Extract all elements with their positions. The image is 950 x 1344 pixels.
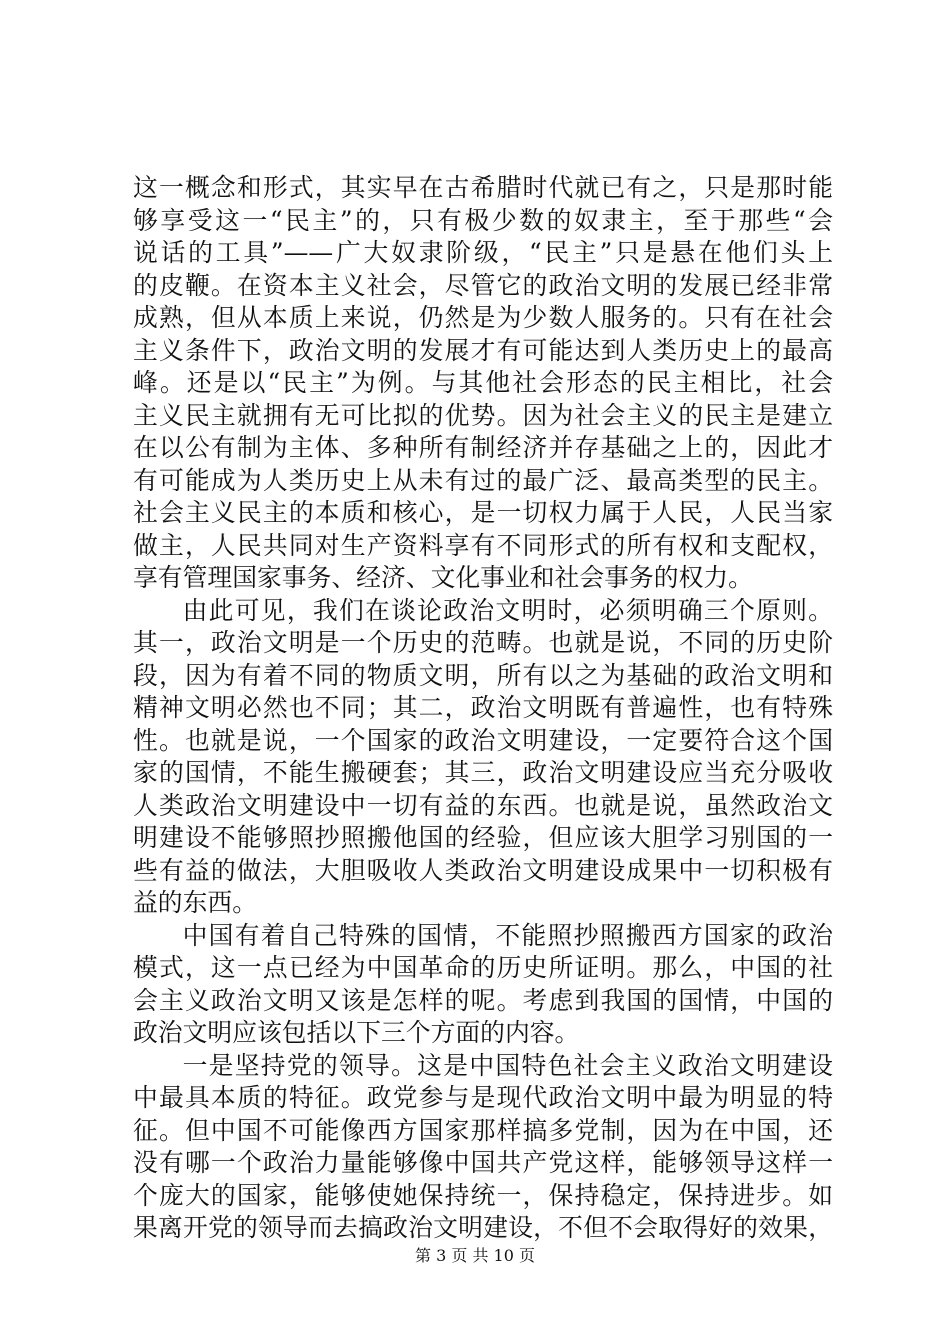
text-line: 段，因为有着不同的物质文明，所有以之为基础的政治文明和 [133, 660, 833, 690]
text-line: 在以公有制为主体、多种所有制经济并存基础之上的，因此才 [133, 433, 833, 462]
text-line: 征。但中国不可能像西方国家那样搞多党制，因为在中国，还 [133, 1115, 833, 1145]
text-line: 益的东西。 [133, 888, 257, 917]
text-line: 由此可见，我们在谈论政治文明时，必须明确三个原则。 [182, 595, 833, 625]
paragraph [133, 595, 833, 920]
text-line: 个庞大的国家，能够使她保持统一，保持稳定，保持进步。如 [133, 1180, 833, 1210]
text-line: 些有益的做法，大胆吸收人类政治文明建设成果中一切积极有 [133, 855, 833, 885]
page-footer: 第 3 页 共 10 页 [415, 1246, 535, 1265]
paragraph [133, 920, 833, 1050]
text-line: 的皮鞭。在资本主义社会，尽管它的政治文明的发展已经非常 [133, 270, 833, 300]
text-line: 这一概念和形式，其实早在古希腊时代就已有之，只是那时能 [133, 173, 833, 202]
text-line: 主义民主就拥有无可比拟的优势。因为社会主义的民主是建立 [133, 400, 833, 430]
text-line: 人类政治文明建设中一切有益的东西。也就是说，虽然政治文 [133, 790, 833, 820]
text-line: 社会主义民主的本质和核心，是一切权力属于人民，人民当家 [133, 498, 833, 527]
text-line: 没有哪一个政治力量能够像中国共产党这样，能够领导这样一 [133, 1148, 833, 1177]
text-line: 精神文明必然也不同；其二，政治文明既有普遍性，也有特殊 [133, 693, 833, 722]
text-line: 一是坚持党的领导。这是中国特色社会主义政治文明建设 [182, 1050, 833, 1080]
paragraph [133, 172, 833, 595]
text-line: 够享受这一“民主”的，只有极少数的奴隶主，至于那些“会 [133, 205, 833, 235]
text-line: 果离开党的领导而去搞政治文明建设，不但不会取得好的效果， [133, 1213, 833, 1242]
text-line: 中最具本质的特征。政党参与是现代政治文明中最为明显的特 [133, 1083, 833, 1112]
text-line: 模式，这一点已经为中国革命的历史所证明。那么，中国的社 [133, 953, 833, 982]
paragraph [133, 1050, 833, 1245]
text-line: 中国有着自己特殊的国情，不能照抄照搬西方国家的政治 [182, 920, 833, 950]
text-line: 性。也就是说，一个国家的政治文明建设，一定要符合这个国 [133, 725, 833, 755]
document-body [133, 172, 833, 1245]
text-line: 做主，人民共同对生产资料享有不同形式的所有权和支配权， [133, 530, 833, 560]
text-line: 峰。还是以“民主”为例。与其他社会形态的民主相比，社会 [133, 368, 833, 397]
text-line: 享有管理国家事务、经济、文化事业和社会事务的权力。 [133, 563, 753, 592]
text-line: 成熟，但从本质上来说，仍然是为少数人服务的。只有在社会 [133, 303, 833, 332]
text-line: 主义条件下，政治文明的发展才有可能达到人类历史上的最高 [133, 335, 833, 365]
text-line: 有可能成为人类历史上从未有过的最广泛、最高类型的民主。 [133, 465, 833, 495]
text-line: 其一，政治文明是一个历史的范畴。也就是说，不同的历史阶 [133, 628, 833, 657]
text-line: 说话的工具”——广大奴隶阶级，“民主”只是悬在他们头上 [133, 238, 833, 267]
text-line: 明建设不能够照抄照搬他国的经验，但应该大胆学习别国的一 [133, 823, 833, 852]
text-line: 政治文明应该包括以下三个方面的内容。 [133, 1018, 580, 1047]
text-line: 会主义政治文明又该是怎样的呢。考虑到我国的国情，中国的 [133, 985, 833, 1015]
text-line: 家的国情，不能生搬硬套；其三，政治文明建设应当充分吸收 [133, 758, 833, 787]
